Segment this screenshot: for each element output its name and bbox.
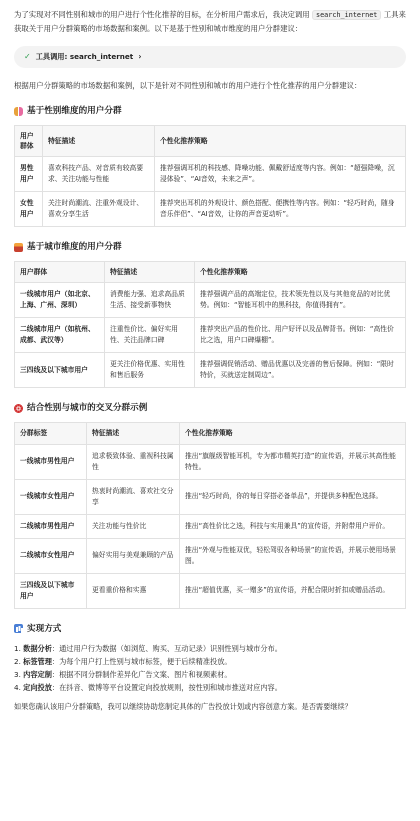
group-cell: 二线城市男性用户 bbox=[15, 514, 87, 538]
column-header: 特征描述 bbox=[87, 423, 180, 444]
table-row bbox=[15, 318, 406, 353]
strategy-cell: 推出“外观与性能双优，轻松驾驭各种场景”的宣传语，并展示使用场景图。 bbox=[180, 538, 406, 573]
summary-paragraph: 根据用户分群策略的市场数据和案例，以下是针对不同性别和城市的用户进行个性化推荐的用户分群建议： bbox=[14, 81, 362, 90]
column-header: 用户群体 bbox=[15, 262, 105, 283]
list-term: 内容定制 bbox=[23, 670, 52, 680]
feature-cell: 注重性价比、偏好实用性、关注品牌口碑 bbox=[105, 318, 195, 353]
feature-cell: 热衷时尚潮流、喜欢社交分享 bbox=[87, 479, 180, 514]
list-desc: ：通过用户行为数据（如浏览、购买、互动记录）识别性别与城市分布。 bbox=[51, 644, 282, 654]
list-number: 2. bbox=[14, 657, 21, 667]
strategy-cell: 推荐突出耳机的外观设计、颜色搭配、便携性等内容。例如：“轻巧时尚，随身音乐伴侣”、“AI音效，让你的声音更动听”。 bbox=[155, 192, 406, 227]
column-header: 个性化推荐策略 bbox=[155, 126, 406, 157]
gender-section-heading bbox=[14, 105, 406, 118]
impl-list bbox=[14, 642, 406, 694]
city-section-heading bbox=[14, 241, 406, 254]
feature-cell: 关注时尚潮流、注重外观设计、喜欢分享生活 bbox=[43, 192, 155, 227]
group-cell: 一线城市用户（如北京、上海、广州、深圳） bbox=[15, 283, 105, 318]
column-header: 个性化推荐策略 bbox=[195, 262, 406, 283]
check-icon: ✓ bbox=[24, 52, 31, 61]
column-header: 特征描述 bbox=[105, 262, 195, 283]
list-item bbox=[14, 681, 406, 694]
table-row bbox=[15, 479, 406, 514]
list-item bbox=[14, 642, 406, 655]
city-icon bbox=[14, 243, 23, 252]
column-header: 分群标签 bbox=[15, 423, 87, 444]
tool-call-toggle[interactable] bbox=[14, 46, 406, 68]
table-row bbox=[15, 157, 406, 192]
column-header: 用户群体 bbox=[15, 126, 43, 157]
cross-table bbox=[14, 422, 406, 608]
city-section-title: 基于城市维度的用户分群 bbox=[27, 242, 122, 253]
intro-text-1: 为了实现对不同性别和城市的用户进行个性化推荐的目标，在分析用户需求后，我决定调用 bbox=[14, 10, 310, 19]
tool-call-label: 工具调用: search_internet bbox=[35, 51, 134, 61]
intro-text-2: 工具来获取关于用户分群策略的市场数据和案例。以下是基于性别和城市维度的用户分群建议： bbox=[14, 10, 406, 33]
list-number: 3. bbox=[14, 670, 21, 680]
feature-cell: 偏好实用与美观兼顾的产品 bbox=[87, 538, 180, 573]
list-term: 标签管理 bbox=[23, 657, 52, 667]
strategy-cell: 推荐强调产品的高端定位，技术领先性以及与其他竞品的对比优势。例如：“智能耳机中的黑科技，你值得拥有”。 bbox=[195, 283, 406, 318]
table-header-row bbox=[15, 423, 406, 444]
gender-section-title: 基于性别维度的用户分群 bbox=[27, 106, 122, 117]
group-cell: 女性用户 bbox=[15, 192, 43, 227]
group-cell: 一线城市女性用户 bbox=[15, 479, 87, 514]
feature-cell: 追求极致体验、重视科技属性 bbox=[87, 444, 180, 479]
closing-paragraph: 如果您确认该用户分群策略，我可以继续协助您制定具体的广告投放计划或内容创意方案。是否需要继续？ bbox=[14, 702, 352, 712]
column-header: 个性化推荐策略 bbox=[180, 423, 406, 444]
strategy-cell: 推荐强调耳机的科技感、降噪功能、佩戴舒适度等内容。例如：“超强降噪，沉浸体验”、“AI音效，未来之声”。 bbox=[155, 157, 406, 192]
list-desc: ：根据不同分群制作差异化广告文案、图片和视频素材。 bbox=[51, 670, 232, 680]
strategy-cell: 推出“高性价比之选，科技与实用兼具”的宣传语，并附带用户评价。 bbox=[180, 514, 406, 538]
bar-chart-icon bbox=[14, 624, 23, 633]
list-term: 定向投放 bbox=[23, 683, 52, 693]
intro-paragraph bbox=[14, 8, 406, 36]
table-row bbox=[15, 283, 406, 318]
list-desc: ：在抖音、微博等平台设置定向投放规则，按性别和城市推送对应内容。 bbox=[51, 683, 282, 693]
table-row bbox=[15, 573, 406, 608]
group-cell: 二线城市用户（如杭州、成都、武汉等） bbox=[15, 318, 105, 353]
feature-cell: 消费能力强、追求高品质生活、接受新事物快 bbox=[105, 283, 195, 318]
strategy-cell: 推出“超值优惠，买一赠多”的宣传语，并配合限时折扣或赠品活动。 bbox=[180, 573, 406, 608]
list-item bbox=[14, 668, 406, 681]
group-cell: 一线城市男性用户 bbox=[15, 444, 87, 479]
chevron-right-icon: › bbox=[138, 52, 142, 61]
cross-section-heading bbox=[14, 402, 406, 415]
strategy-cell: 推荐强调促销活动、赠品优惠以及完善的售后保障。例如：“限时特价，买就送定制周边”。 bbox=[195, 353, 406, 388]
feature-cell: 关注功能与性价比 bbox=[87, 514, 180, 538]
strategy-cell: 推出“旗舰级智能耳机，专为都市精英打造”的宣传语，并展示其高性能特性。 bbox=[180, 444, 406, 479]
target-icon bbox=[14, 404, 23, 413]
people-icon bbox=[14, 107, 23, 116]
feature-cell: 更看重价格和实惠 bbox=[87, 573, 180, 608]
list-desc: ：为每个用户打上性别与城市标签，便于后续精准投放。 bbox=[51, 657, 232, 667]
group-cell: 三四线及以下城市用户 bbox=[15, 353, 105, 388]
feature-cell: 更关注价格优惠、实用性和售后服务 bbox=[105, 353, 195, 388]
list-item bbox=[14, 655, 406, 668]
table-row bbox=[15, 192, 406, 227]
strategy-cell: 推荐突出产品的性价比、用户好评以及品牌背书。例如：“高性价比之选，用户口碑爆棚”。 bbox=[195, 318, 406, 353]
group-cell: 男性用户 bbox=[15, 157, 43, 192]
impl-section-title: 实现方式 bbox=[27, 623, 62, 634]
cross-section-title: 结合性别与城市的交叉分群示例 bbox=[27, 403, 148, 414]
strategy-cell: 推出“轻巧时尚，你的每日穿搭必备单品”，并提供多种配色选择。 bbox=[180, 479, 406, 514]
column-header: 特征描述 bbox=[43, 126, 155, 157]
table-row bbox=[15, 444, 406, 479]
impl-section-heading bbox=[14, 623, 406, 636]
list-number: 1. bbox=[14, 644, 21, 654]
gender-table bbox=[14, 125, 406, 227]
table-row bbox=[15, 538, 406, 573]
city-table bbox=[14, 261, 406, 388]
group-cell: 二线城市女性用户 bbox=[15, 538, 87, 573]
list-number: 4. bbox=[14, 683, 21, 693]
feature-cell: 喜欢科技产品、对音质有较高要求、关注功能与性能 bbox=[43, 157, 155, 192]
tool-name-code: search_internet bbox=[312, 10, 381, 20]
table-header-row bbox=[15, 126, 406, 157]
table-row bbox=[15, 353, 406, 388]
table-header-row bbox=[15, 262, 406, 283]
table-row bbox=[15, 514, 406, 538]
list-term: 数据分析 bbox=[23, 644, 52, 654]
group-cell: 三四线及以下城市用户 bbox=[15, 573, 87, 608]
